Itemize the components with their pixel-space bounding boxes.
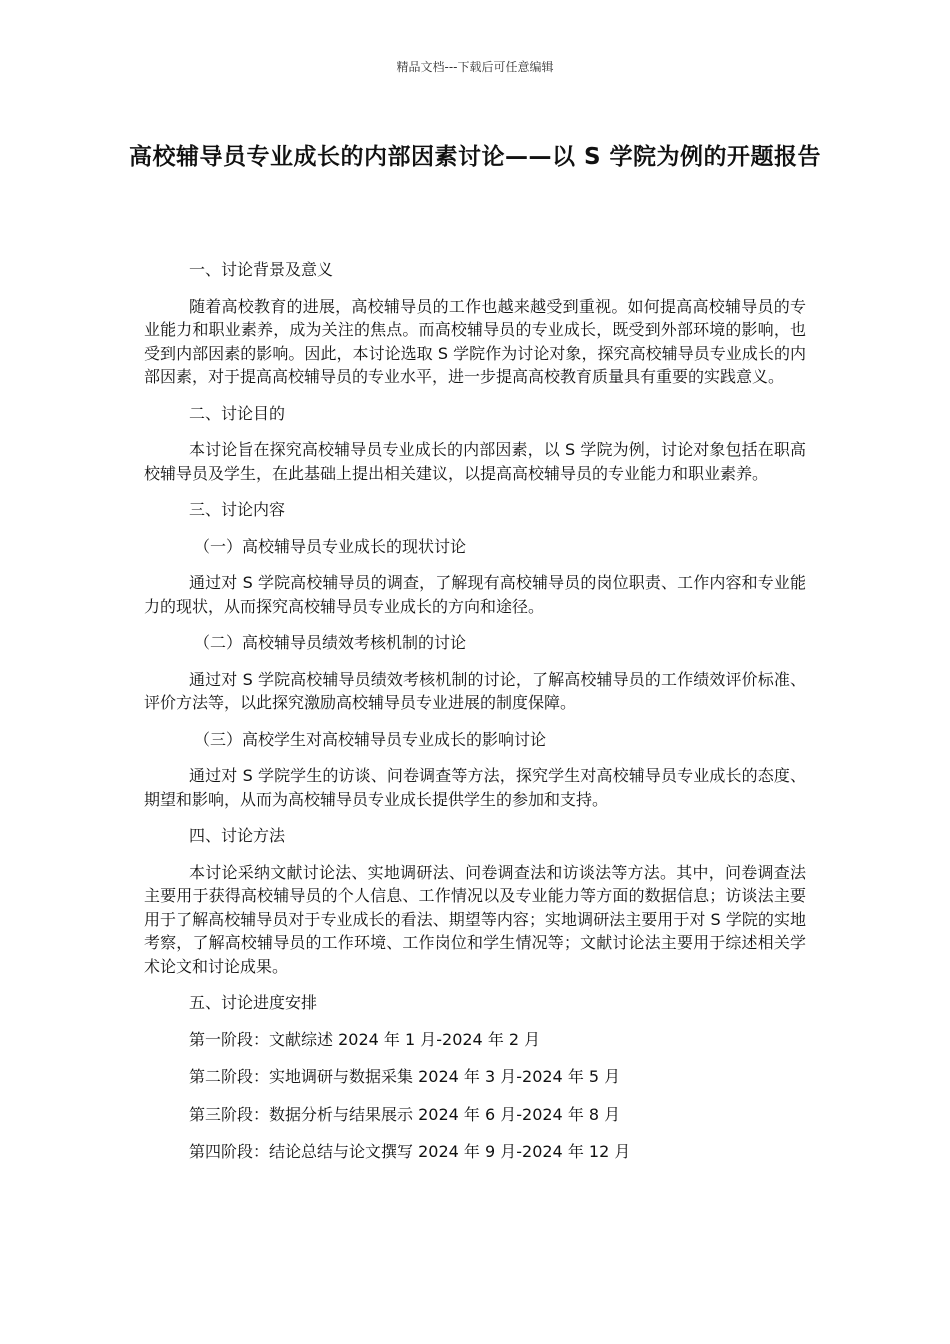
paragraph-assessment: 通过对 S 学院高校辅导员绩效考核机制的讨论，了解高校辅导员的工作绩效评价标准、评价方法等，以此探究激励高校辅导员专业进展的制度保障。 [144, 669, 806, 712]
subheading-assessment: （二）高校辅导员绩效考核机制的讨论 [194, 633, 467, 652]
header-note: 精品文档---下载后可任意编辑 [396, 60, 554, 74]
paragraph-background: 随着高校教育的进展，高校辅导员的工作也越来越受到重视。如何提高高校辅导员的专业能力和职业素养，成为关注的焦点。而高校辅导员的专业成长，既受到外部环境的影响，也受到内部因素的影响。因此，本讨论选取 S 学院作为讨论对象，探究高校辅导员专业成长的内部因素，对于提高高校辅导员的专业水平，进一步提高高校教育质量具有重要的实践意义。 [144, 296, 806, 386]
schedule-stage-2: 第二阶段：实地调研与数据采集 2024 年 3 月-2024 年 5 月 [189, 1067, 621, 1086]
document-body [144, 258, 806, 1178]
schedule-stage-4: 第四阶段：结论总结与论文撰写 2024 年 9 月-2024 年 12 月 [189, 1142, 631, 1161]
subheading-status: （一）高校辅导员专业成长的现状讨论 [194, 536, 467, 556]
section-heading-content: 三、讨论内容 [189, 500, 286, 519]
section-heading-schedule: 五、讨论进度安排 [189, 993, 318, 1012]
section-heading-background: 一、讨论背景及意义 [189, 260, 334, 279]
document-title: 高校辅导员专业成长的内部因素讨论——以 S 学院为例的开题报告 [128, 144, 822, 170]
section-heading-purpose: 二、讨论目的 [189, 403, 286, 423]
paragraph-student-influence: 通过对 S 学院学生的访谈、问卷调查等方法，探究学生对高校辅导员专业成长的态度、期望和影响，从而为高校辅导员专业成长提供学生的参加和支持。 [144, 766, 806, 809]
schedule-stage-3: 第三阶段：数据分析与结果展示 2024 年 6 月-2024 年 8 月 [189, 1104, 621, 1124]
schedule-stage-1: 第一阶段：文献综述 2024 年 1 月-2024 年 2 月 [189, 1029, 541, 1049]
paragraph-status: 通过对 S 学院高校辅导员的调查，了解现有高校辅导员的岗位职责、工作内容和专业能力的现状，从而探究高校辅导员专业成长的方向和途径。 [144, 573, 806, 616]
paragraph-methods: 本讨论采纳文献讨论法、实地调研法、问卷调查法和访谈法等方法。其中，问卷调查法主要用于获得高校辅导员的个人信息、工作情况以及专业能力等方面的数据信息；访谈法主要用于了解高校辅导员对于专业成长的看法、期望等内容；实地调研法主要用于对 S 学院的实地考察，了解高校辅导员的工作环境、工作岗位和学生情况等；文献讨论法主要用于综述相关学术论文和讨论成果。 [144, 862, 806, 976]
subheading-student-influence: （三）高校学生对高校辅导员专业成长的影响讨论 [194, 729, 547, 749]
section-heading-methods: 四、讨论方法 [189, 826, 286, 845]
paragraph-purpose: 本讨论旨在探究高校辅导员专业成长的内部因素，以 S 学院为例，讨论对象包括在职高校辅导员及学生，在此基础上提出相关建议，以提高高校辅导员的专业能力和职业素养。 [144, 440, 806, 483]
